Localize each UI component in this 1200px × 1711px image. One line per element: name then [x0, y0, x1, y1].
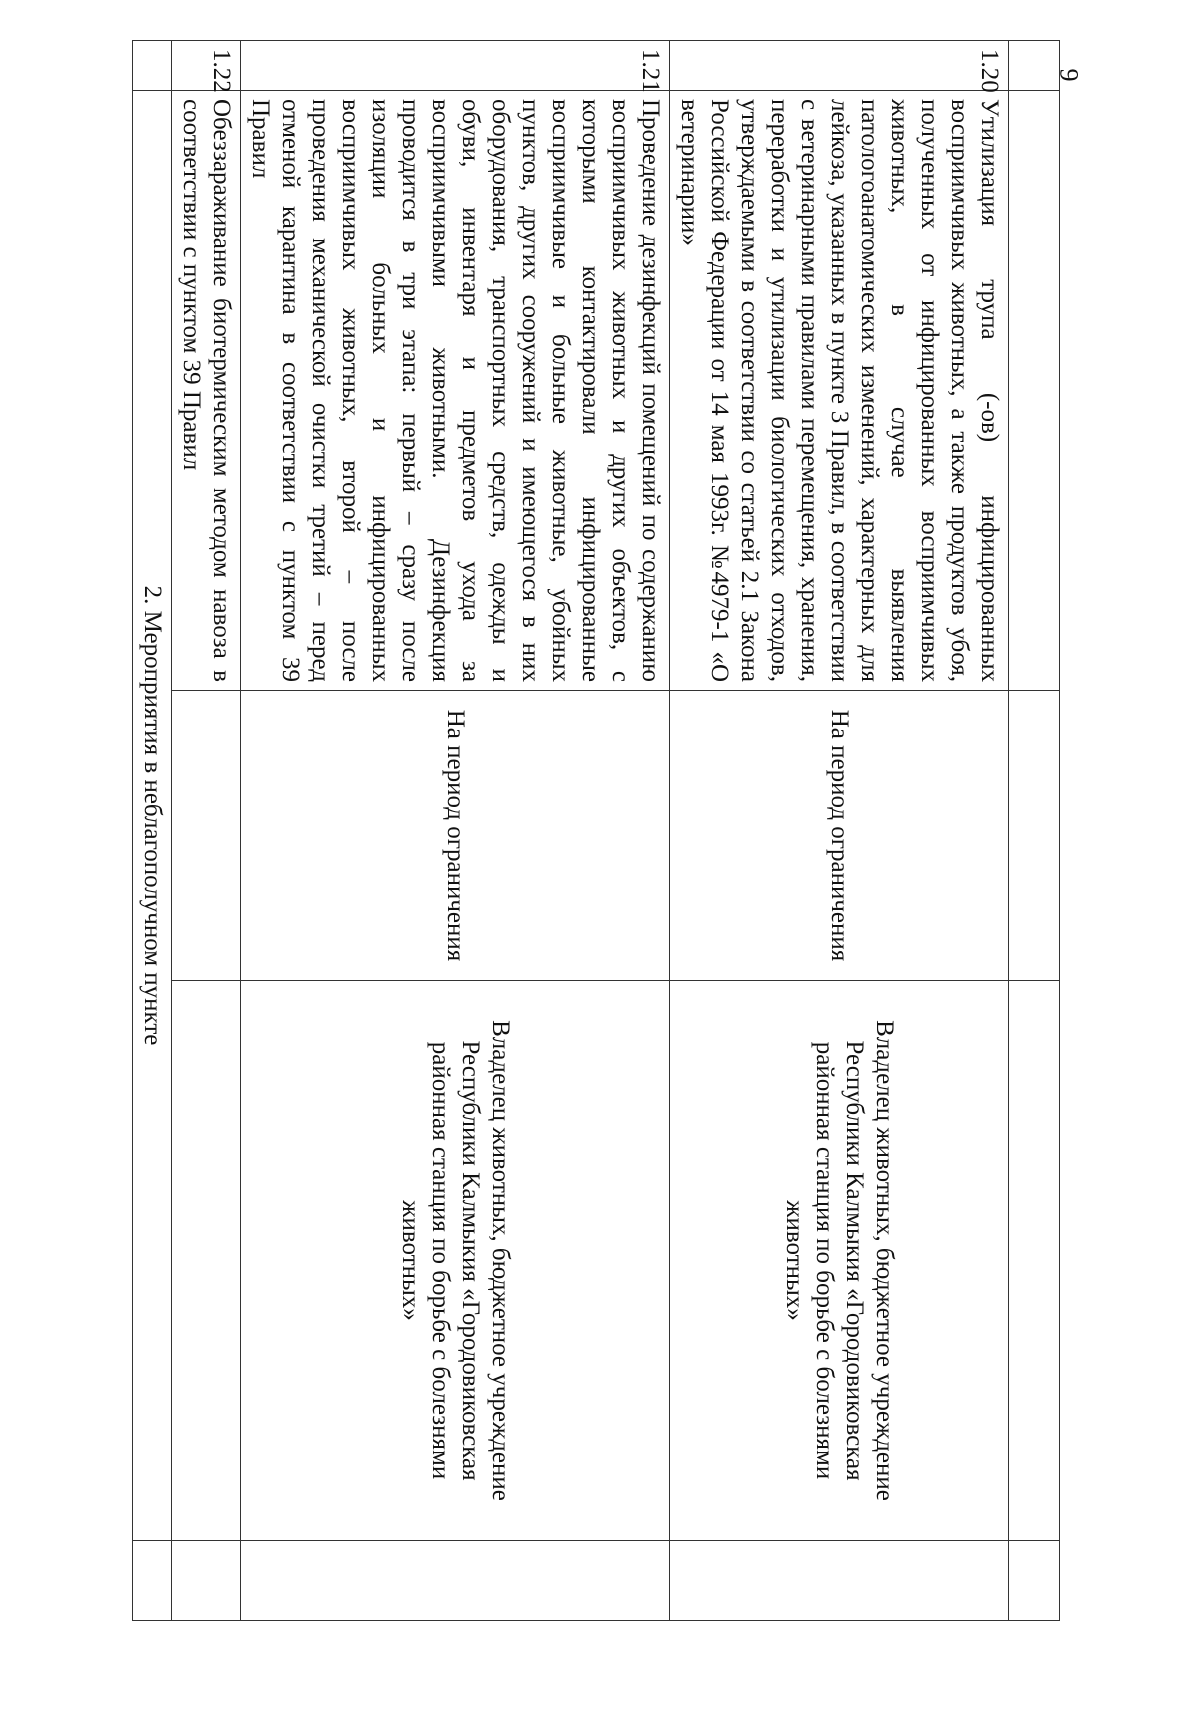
- row-responsible-text: Владелец животных, бюджетное учреждение Республики Калмыкия «Городовиковская районная станция по борьбе с болезнями животных»: [397, 1020, 514, 1501]
- table-cell: [1009, 1541, 1060, 1621]
- row-action: Обеззараживание биотермическим методом навоза в соответствии с пунктом 39 Правил: [172, 91, 241, 691]
- row-number: 1.21: [241, 41, 670, 91]
- page-number: 9: [1054, 68, 1084, 82]
- row-responsible: [172, 981, 241, 1541]
- row-term-text: На период ограничения: [826, 709, 853, 962]
- table-row: [241, 41, 670, 1621]
- table-cell: [1009, 91, 1060, 691]
- row-number: 1.22: [172, 41, 241, 91]
- table-cell: [172, 1541, 241, 1621]
- table-row: [1009, 41, 1060, 1621]
- table-row: [670, 41, 1009, 1621]
- row-term: [241, 691, 670, 981]
- table-row: [172, 41, 241, 1621]
- table-cell: [1009, 981, 1060, 1541]
- row-responsible: [670, 981, 1009, 1541]
- row-term: [670, 691, 1009, 981]
- table-cell: [133, 1541, 172, 1621]
- section-title: 2. Мероприятия в неблагополучном пункте: [133, 91, 172, 1541]
- table-cell: [670, 1541, 1009, 1621]
- table-cell: [133, 41, 172, 91]
- row-term: [172, 691, 241, 981]
- row-action: Утилизация трупа (-ов) инфицированных восприимчивых животных, а также продуктов убоя, полученных от инфицированных восприимчивых животных, в случае выявления патологоанатомических изменений, характерных для лейкоза, указанных в пункте 3 Правил, в соответствии с ветеринарными правилами перемещения, хранения, переработки и утилизации биологических отходов, утверждаемыми в соответствии со статьей 2.1 Закона Российской Федерации от 14 мая 1993г. №4979-1 «О ветеринарии»: [670, 91, 1009, 691]
- row-term-text: На период ограничения: [442, 709, 469, 962]
- row-number: 1.20: [670, 41, 1009, 91]
- table-cell: [241, 1541, 670, 1621]
- document-sheet: [140, 40, 1060, 1620]
- row-responsible-text: Владелец животных, бюджетное учреждение Республики Калмыкия «Городовиковская районная станция по борьбе с болезнями животных»: [781, 1020, 898, 1501]
- table-cell: [1009, 691, 1060, 981]
- measures-table: [132, 40, 1060, 1621]
- row-responsible: [241, 981, 670, 1541]
- section-row: [133, 41, 172, 1621]
- row-action: Проведение дезинфекций помещений по содержанию восприимчивых животных и других объектов, с которыми контактировали инфицированные восприимчивые и больные животные, убойных пунктов, других сооружений и имеющегося в них оборудования, транспортных средств, одежды и обуви, инвентаря и предметов ухода за восприимчивыми животными. Дезинфекция проводится в три этапа: первый – сразу после изоляции больных и инфицированных восприимчивых животных, второй – после проведения механической очистки третий – перед отменой карантина в соответствии с пунктом 39 Правил: [241, 91, 670, 691]
- table-cell: [1009, 41, 1060, 91]
